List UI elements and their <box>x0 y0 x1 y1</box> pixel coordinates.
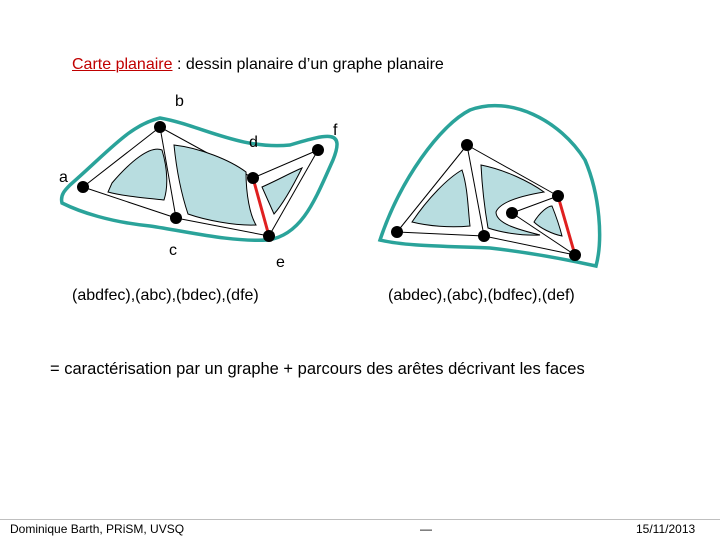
edge-d-f <box>253 150 318 178</box>
right-edge-highlight <box>558 196 575 255</box>
left-face-dfe <box>262 168 302 214</box>
right-vertex-2 <box>461 139 473 151</box>
label-c: c <box>169 242 177 259</box>
left-face-bdec <box>174 145 256 225</box>
vertex-d <box>247 172 259 184</box>
vertex-a <box>77 181 89 193</box>
right-vertex-1 <box>391 226 403 238</box>
left-face-abc <box>108 149 167 200</box>
right-vertex-4 <box>506 207 518 219</box>
right-vertex-3 <box>478 230 490 242</box>
vertex-e <box>263 230 275 242</box>
right-face-2 <box>481 165 544 235</box>
footer-author: Dominique Barth, PRiSM, UVSQ <box>10 522 185 536</box>
right-face-3 <box>534 206 562 236</box>
vertex-f <box>312 144 324 156</box>
faces-left: (abdfec),(abc),(bdec),(dfe) <box>72 287 259 304</box>
right-vertex-6 <box>569 249 581 261</box>
footer-date: 15/11/2013 <box>636 522 696 536</box>
faces-right: (abdec),(abc),(bdfec),(def) <box>388 287 575 304</box>
vertex-c <box>170 212 182 224</box>
vertex-b <box>154 121 166 133</box>
label-d: d <box>249 134 258 151</box>
title-keyword: Carte planaire <box>72 56 173 73</box>
right-vertex-5 <box>552 190 564 202</box>
label-e: e <box>276 254 285 271</box>
footer-page: — <box>420 522 432 536</box>
label-f: f <box>333 122 338 139</box>
left-planar-map <box>62 118 337 242</box>
right-face-1 <box>412 170 470 227</box>
label-a: a <box>59 169 68 186</box>
label-b: b <box>175 93 184 110</box>
title-rest: : dessin planaire d’un graphe planaire <box>172 56 444 73</box>
right-edge-2 <box>397 232 484 236</box>
right-planar-map <box>380 106 600 266</box>
caption: = caractérisation par un graphe + parcours des arêtes décrivant les faces <box>50 360 585 378</box>
footer-divider <box>0 519 720 520</box>
